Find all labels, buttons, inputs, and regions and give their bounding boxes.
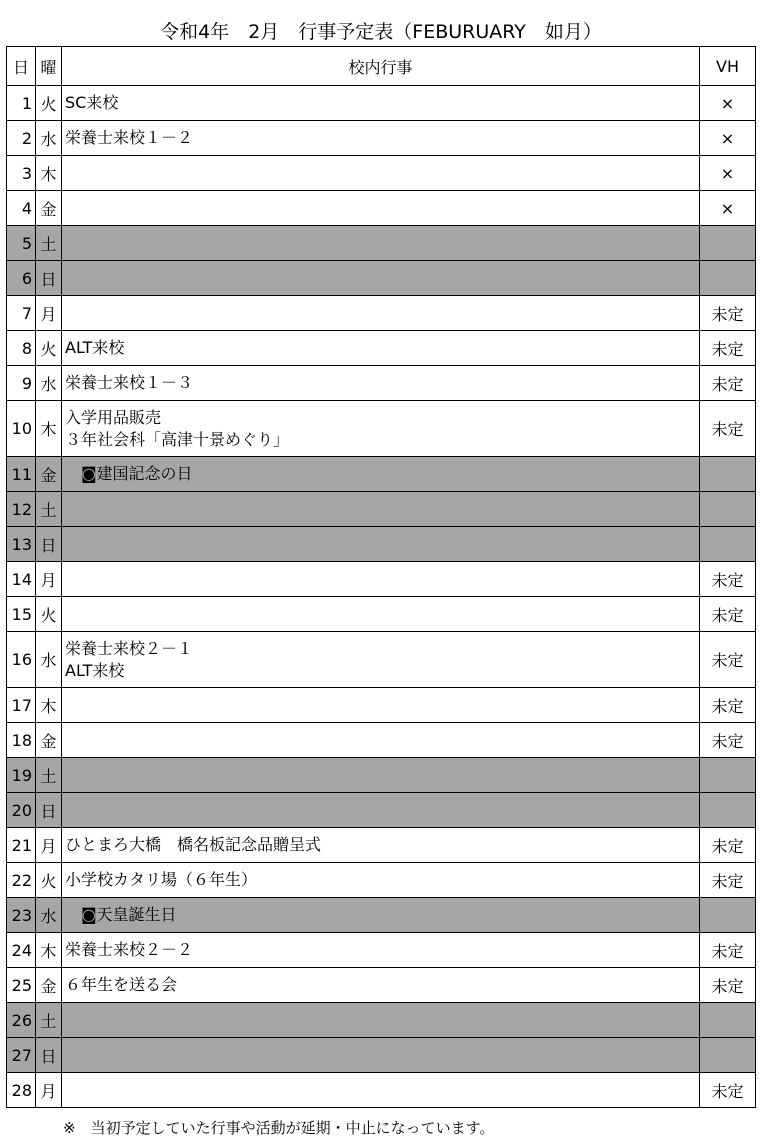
vh-cell: 未定	[700, 331, 756, 366]
day-cell: 11	[7, 457, 36, 492]
table-row	[7, 968, 756, 1003]
day-cell: 10	[7, 401, 36, 457]
day-cell: 3	[7, 156, 36, 191]
day-cell: 9	[7, 366, 36, 401]
vh-cell	[700, 261, 756, 296]
event-item: 栄養士来校２－１	[65, 638, 194, 658]
table-row	[7, 331, 756, 366]
vh-cell: 未定	[700, 933, 756, 968]
table-row	[7, 366, 756, 401]
table-row	[7, 261, 756, 296]
table-row	[7, 457, 756, 492]
day-cell: 28	[7, 1073, 36, 1108]
header-events: 校内行事	[62, 47, 700, 86]
table-row	[7, 793, 756, 828]
table-row	[7, 933, 756, 968]
events-cell	[62, 296, 700, 331]
day-cell: 23	[7, 898, 36, 933]
table-row	[7, 121, 756, 156]
event-item: 栄養士来校１－２	[65, 128, 194, 147]
vh-cell: 未定	[700, 723, 756, 758]
vh-cell	[700, 492, 756, 527]
events-cell	[62, 1003, 700, 1038]
events-cell	[62, 121, 700, 156]
day-cell: 26	[7, 1003, 36, 1038]
vh-cell	[700, 226, 756, 261]
vh-cell: ×	[700, 121, 756, 156]
vh-cell: 未定	[700, 688, 756, 723]
day-cell: 16	[7, 632, 36, 688]
events-cell	[62, 527, 700, 562]
header-row	[7, 47, 756, 86]
events-cell	[62, 688, 700, 723]
weekday-cell: 水	[36, 898, 62, 933]
day-cell: 27	[7, 1038, 36, 1073]
table-row	[7, 401, 756, 457]
table-row	[7, 1038, 756, 1073]
day-cell: 2	[7, 121, 36, 156]
table-row	[7, 828, 756, 863]
day-cell: 6	[7, 261, 36, 296]
weekday-cell: 水	[36, 121, 62, 156]
event-item: ひとまろ大橋 橋名板記念品贈呈式	[65, 835, 322, 854]
event-item: ３年社会科「高津十景めぐり」	[65, 429, 290, 449]
vh-cell	[700, 1003, 756, 1038]
vh-cell: 未定	[700, 968, 756, 1003]
header-vh: VH	[700, 47, 756, 86]
vh-cell	[700, 457, 756, 492]
vh-cell: 未定	[700, 296, 756, 331]
header-day: 日	[7, 47, 36, 86]
events-cell	[62, 1073, 700, 1108]
weekday-cell: 日	[36, 1038, 62, 1073]
events-cell	[62, 401, 700, 457]
table-row	[7, 1073, 756, 1108]
weekday-cell: 木	[36, 933, 62, 968]
event-item: ALT来校	[65, 660, 125, 680]
vh-cell	[700, 1038, 756, 1073]
events-cell	[62, 261, 700, 296]
weekday-cell: 土	[36, 1003, 62, 1038]
event-item: ６年生を送る会	[65, 975, 178, 994]
weekday-cell: 月	[36, 296, 62, 331]
vh-cell	[700, 898, 756, 933]
day-cell: 22	[7, 863, 36, 898]
events-cell	[62, 86, 700, 121]
events-cell	[62, 156, 700, 191]
events-cell	[62, 933, 700, 968]
weekday-cell: 月	[36, 828, 62, 863]
header-weekday: 曜	[36, 47, 62, 86]
schedule-body	[7, 86, 756, 1108]
day-cell: 21	[7, 828, 36, 863]
weekday-cell: 木	[36, 156, 62, 191]
weekday-cell: 金	[36, 457, 62, 492]
table-row	[7, 156, 756, 191]
table-row	[7, 562, 756, 597]
table-row	[7, 226, 756, 261]
day-cell: 13	[7, 527, 36, 562]
event-item: 栄養士来校１－３	[65, 373, 194, 392]
events-cell	[62, 793, 700, 828]
day-cell: 4	[7, 191, 36, 226]
vh-cell: 未定	[700, 597, 756, 632]
day-cell: 14	[7, 562, 36, 597]
table-row	[7, 296, 756, 331]
events-cell	[62, 597, 700, 632]
event-item: 入学用品販売	[65, 407, 162, 427]
vh-cell	[700, 793, 756, 828]
table-row	[7, 191, 756, 226]
events-cell	[62, 863, 700, 898]
day-cell: 25	[7, 968, 36, 1003]
vh-cell: 未定	[700, 366, 756, 401]
vh-cell: ×	[700, 86, 756, 121]
page-title: 令和4年 2月 行事予定表（FEBURUARY 如月）	[160, 21, 602, 43]
events-cell	[62, 457, 700, 492]
vh-cell	[700, 527, 756, 562]
day-cell: 1	[7, 86, 36, 121]
weekday-cell: 水	[36, 366, 62, 401]
weekday-cell: 火	[36, 331, 62, 366]
day-cell: 24	[7, 933, 36, 968]
weekday-cell: 木	[36, 401, 62, 457]
schedule-table	[6, 46, 756, 1108]
weekday-cell: 土	[36, 758, 62, 793]
table-row	[7, 758, 756, 793]
weekday-cell: 火	[36, 86, 62, 121]
events-cell	[62, 1038, 700, 1073]
events-cell	[62, 898, 700, 933]
table-row	[7, 86, 756, 121]
vh-cell: ×	[700, 156, 756, 191]
table-row	[7, 723, 756, 758]
event-item: 小学校カタリ場（６年生）	[65, 870, 258, 889]
event-item: 栄養士来校２－２	[65, 940, 194, 959]
day-cell: 12	[7, 492, 36, 527]
events-cell	[62, 562, 700, 597]
weekday-cell: 火	[36, 597, 62, 632]
table-row	[7, 1003, 756, 1038]
table-row	[7, 597, 756, 632]
footnote: ※ 当初予定していた行事や活動が延期・中止になっています。	[63, 1119, 495, 1137]
table-row	[7, 492, 756, 527]
events-cell	[62, 968, 700, 1003]
vh-cell: 未定	[700, 828, 756, 863]
day-cell: 18	[7, 723, 36, 758]
table-row	[7, 898, 756, 933]
weekday-cell: 木	[36, 688, 62, 723]
weekday-cell: 土	[36, 492, 62, 527]
events-cell	[62, 632, 700, 688]
events-cell	[62, 331, 700, 366]
weekday-cell: 土	[36, 226, 62, 261]
weekday-cell: 金	[36, 968, 62, 1003]
weekday-cell: 日	[36, 527, 62, 562]
day-cell: 20	[7, 793, 36, 828]
event-item: SC来校	[65, 93, 119, 112]
vh-cell: 未定	[700, 562, 756, 597]
vh-cell: 未定	[700, 1073, 756, 1108]
table-row	[7, 632, 756, 688]
vh-cell: 未定	[700, 401, 756, 457]
events-cell	[62, 492, 700, 527]
vh-cell	[700, 758, 756, 793]
events-cell	[62, 828, 700, 863]
table-row	[7, 527, 756, 562]
weekday-cell: 火	[36, 863, 62, 898]
events-cell	[62, 226, 700, 261]
vh-cell: ×	[700, 191, 756, 226]
events-cell	[62, 366, 700, 401]
weekday-cell: 金	[36, 191, 62, 226]
vh-cell: 未定	[700, 632, 756, 688]
weekday-cell: 月	[36, 562, 62, 597]
events-cell	[62, 191, 700, 226]
day-cell: 15	[7, 597, 36, 632]
day-cell: 5	[7, 226, 36, 261]
weekday-cell: 金	[36, 723, 62, 758]
weekday-cell: 水	[36, 632, 62, 688]
holiday-label: ◙天皇誕生日	[81, 905, 177, 924]
table-row	[7, 688, 756, 723]
holiday-label: ◙建国記念の日	[81, 464, 193, 483]
weekday-cell: 日	[36, 793, 62, 828]
events-cell	[62, 723, 700, 758]
day-cell: 17	[7, 688, 36, 723]
day-cell: 19	[7, 758, 36, 793]
vh-cell: 未定	[700, 863, 756, 898]
weekday-cell: 月	[36, 1073, 62, 1108]
day-cell: 7	[7, 296, 36, 331]
day-cell: 8	[7, 331, 36, 366]
event-item: ALT来校	[65, 338, 125, 357]
weekday-cell: 日	[36, 261, 62, 296]
table-row	[7, 863, 756, 898]
events-cell	[62, 758, 700, 793]
